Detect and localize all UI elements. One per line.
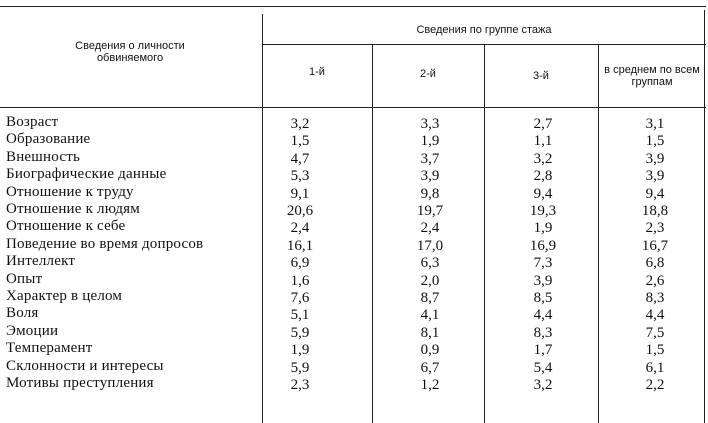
table-cell: 8,3 [533, 324, 553, 341]
table-cell: 3,9 [645, 150, 665, 167]
row-label: Опыт [6, 270, 43, 287]
row-label: Характер в целом [6, 288, 123, 304]
table-cell: 3,9 [420, 168, 440, 185]
table-cell: 4,4 [645, 307, 665, 324]
row-label: Эмоции [6, 322, 59, 339]
table-cell: 5,9 [290, 324, 310, 341]
header-top-rule [0, 6, 706, 7]
table-cell: 1,2 [420, 377, 440, 393]
row-label: Склонности и интересы [6, 357, 164, 374]
table-cell: 6,8 [645, 255, 665, 272]
table-cell: 16,1 [286, 237, 314, 254]
table-cell: 3,9 [533, 272, 553, 289]
column-header-3: 3-й [533, 70, 549, 82]
table-cell: 3,2 [533, 377, 553, 393]
table-cell: 9,4 [645, 185, 665, 202]
table-cell: 7,6 [290, 290, 310, 306]
table-cell: 8,3 [645, 290, 665, 306]
row-label: Темперамент [6, 340, 93, 357]
table-cell: 19,7 [416, 203, 444, 219]
table-cell: 6,1 [645, 359, 665, 376]
col-divider-1 [372, 44, 373, 423]
table-cell: 19,3 [529, 203, 557, 219]
row-label: Возраст [6, 114, 59, 130]
row-header-label: Сведения о личности обвиняемого [75, 40, 185, 64]
table-cell: 20,6 [286, 203, 314, 219]
table-cell: 5,1 [290, 307, 310, 324]
row-label: Отношение к себе [6, 218, 126, 235]
row-label: Поведение во время допросов [6, 235, 204, 252]
table-cell: 1,9 [420, 133, 440, 150]
table-cell: 1,6 [290, 272, 310, 289]
table-cell: 3,7 [420, 150, 440, 167]
table-cell: 2,8 [533, 168, 553, 185]
table-cell: 1,7 [533, 342, 553, 359]
table-cell: 16,7 [641, 237, 669, 254]
table-cell: 4,7 [290, 150, 310, 167]
table-cell: 9,4 [533, 185, 553, 202]
row-label: Внешность [6, 148, 80, 165]
table-cell: 6,9 [290, 255, 310, 272]
column-header-average: в среднем по всем группам [604, 64, 700, 88]
column-header-1: 1-й [309, 66, 325, 78]
table-cell: 8,1 [420, 324, 440, 341]
table-cell: 2,2 [645, 377, 665, 393]
table-cell: 3,1 [645, 116, 665, 132]
table-cell: 9,8 [420, 185, 440, 202]
table-cell: 16,9 [529, 237, 557, 254]
table-cell: 8,5 [533, 290, 553, 306]
table-right-edge [704, 10, 705, 423]
table-cell: 3,3 [420, 116, 440, 132]
table-cell: 2,7 [533, 116, 553, 132]
table-cell: 4,4 [533, 307, 553, 324]
table-cell: 1,9 [290, 342, 310, 359]
table-cell: 3,9 [645, 168, 665, 185]
table-cell: 3,2 [533, 150, 553, 167]
table-cell: 6,3 [420, 255, 440, 272]
row-label: Отношение к труду [6, 183, 134, 200]
table-cell: 9,1 [290, 185, 310, 202]
table-cell: 18,8 [641, 203, 669, 219]
row-label: Интеллект [6, 253, 76, 270]
table-cell: 1,5 [290, 133, 310, 150]
table-cell: 1,9 [533, 220, 553, 237]
table-cell: 6,7 [420, 359, 440, 376]
table-cell: 5,3 [290, 168, 310, 185]
table-cell: 7,3 [533, 255, 553, 272]
row-label: Биографические данные [6, 166, 167, 183]
table-cell: 7,5 [645, 324, 665, 341]
table-cell: 2,4 [420, 220, 440, 237]
table-cell: 17,0 [416, 237, 444, 254]
table-cell: 2,3 [290, 377, 310, 393]
table-cell: 2,0 [420, 272, 440, 289]
table-cell: 0,9 [420, 342, 440, 359]
column-header-2: 2-й [420, 68, 436, 80]
row-label: Отношение к людям [6, 201, 140, 217]
table-cell: 1,1 [533, 133, 553, 150]
table-cell: 2,6 [645, 272, 665, 289]
row-label: Мотивы преступления [6, 375, 154, 391]
header-bottom-rule [0, 107, 706, 108]
row-label: Образование [6, 131, 91, 148]
table-cell: 5,4 [533, 359, 553, 376]
col-divider-3 [598, 44, 599, 423]
table-cell: 8,7 [420, 290, 440, 306]
group-header-label: Сведения по группе стажа [416, 24, 552, 36]
row-label: Воля [6, 305, 39, 322]
table-cell: 4,1 [420, 307, 440, 324]
table-cell: 2,4 [290, 220, 310, 237]
table-cell: 1,5 [645, 342, 665, 359]
table-cell: 2,3 [645, 220, 665, 237]
table-cell: 5,9 [290, 359, 310, 376]
col-divider-2 [484, 44, 485, 423]
table-cell: 3,2 [290, 116, 310, 132]
table-cell: 1,5 [645, 133, 665, 150]
